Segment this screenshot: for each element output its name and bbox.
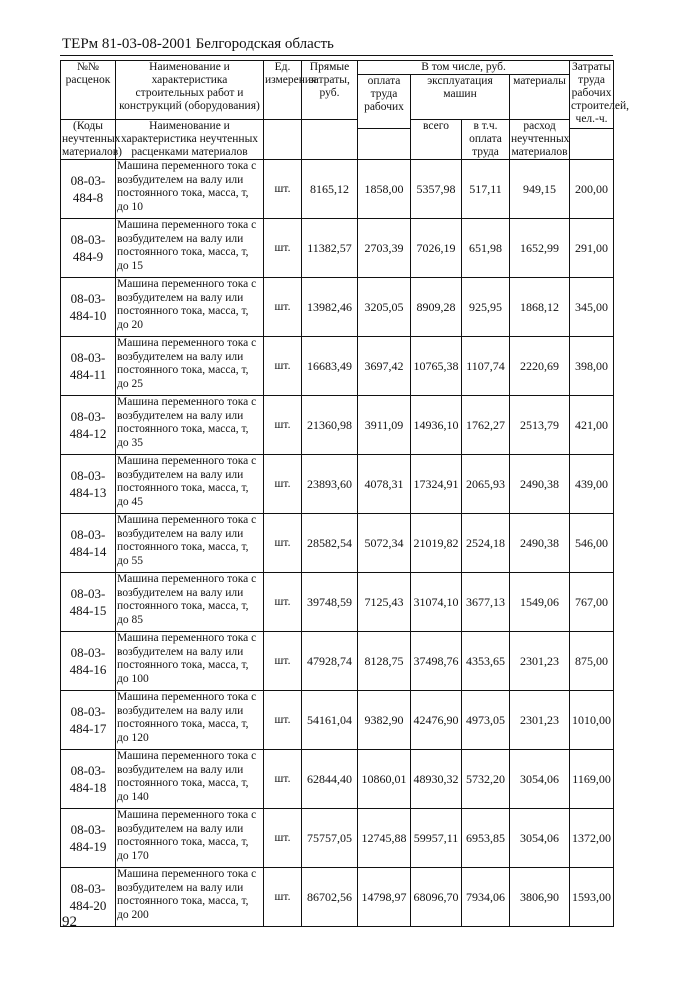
labor-hours-cell: 1593,00 — [570, 868, 614, 927]
rate-code-cell: 08-03-484-9 — [61, 219, 116, 278]
labor-hours-cell: 291,00 — [570, 219, 614, 278]
unit-cell: шт. — [264, 160, 302, 219]
work-name-cell: Машина переменного тока с возбудителем на валу или постоянного тока, масса, т, до 10 — [116, 160, 264, 219]
header-spacer — [570, 129, 614, 160]
wage-cost-cell: 2703,39 — [358, 219, 411, 278]
machine-wage-cell: 1762,27 — [462, 396, 510, 455]
rate-code-cell: 08-03-484-17 — [61, 691, 116, 750]
materials-cost-cell: 2220,69 — [510, 337, 570, 396]
machine-cost-total-cell: 68096,70 — [411, 868, 462, 927]
machine-wage-cell: 6953,85 — [462, 809, 510, 868]
work-name-cell: Машина переменного тока с возбудителем на валу или постоянного тока, масса, т, до 170 — [116, 809, 264, 868]
wage-cost-cell: 12745,88 — [358, 809, 411, 868]
unit-cell: шт. — [264, 337, 302, 396]
page-number: 92 — [62, 914, 77, 930]
unit-cell: шт. — [264, 573, 302, 632]
materials-cost-cell: 3054,06 — [510, 750, 570, 809]
work-name-cell: Машина переменного тока с возбудителем на валу или постоянного тока, масса, т, до 140 — [116, 750, 264, 809]
table-row — [61, 691, 614, 750]
materials-cost-cell: 2490,38 — [510, 514, 570, 573]
unit-cell: шт. — [264, 455, 302, 514]
wage-cost-cell: 3697,42 — [358, 337, 411, 396]
table-row — [61, 573, 614, 632]
machine-cost-total-cell: 17324,91 — [411, 455, 462, 514]
labor-hours-cell: 1372,00 — [570, 809, 614, 868]
materials-cost-cell: 2513,79 — [510, 396, 570, 455]
direct-cost-cell: 75757,05 — [302, 809, 358, 868]
work-name-cell: Машина переменного тока с возбудителем на валу или постоянного тока, масса, т, до 55 — [116, 514, 264, 573]
machine-wage-cell: 5732,20 — [462, 750, 510, 809]
labor-hours-cell: 546,00 — [570, 514, 614, 573]
machine-wage-cell: 3677,13 — [462, 573, 510, 632]
unit-cell: шт. — [264, 396, 302, 455]
machine-cost-total-cell: 10765,38 — [411, 337, 462, 396]
page-title: ТЕРм 81-03-08-2001 Белгородская область — [62, 36, 334, 52]
direct-cost-cell: 21360,98 — [302, 396, 358, 455]
labor-hours-cell: 345,00 — [570, 278, 614, 337]
wage-cost-cell: 5072,34 — [358, 514, 411, 573]
materials-cost-cell: 1868,12 — [510, 278, 570, 337]
header-unaccounted-materials: расход неучтенных материалов — [511, 120, 570, 158]
materials-cost-cell: 2301,23 — [510, 691, 570, 750]
machine-cost-total-cell: 8909,28 — [411, 278, 462, 337]
header-mach-total: всего — [411, 120, 462, 160]
machine-cost-total-cell: 31074,10 — [411, 573, 462, 632]
materials-cost-cell: 1549,06 — [510, 573, 570, 632]
header-machines: эксплуатация машин — [411, 75, 510, 120]
wage-cost-cell: 4078,31 — [358, 455, 411, 514]
work-name-cell: Машина переменного тока с возбудителем на валу или постоянного тока, масса, т, до 200 — [116, 868, 264, 927]
direct-cost-cell: 28582,54 — [302, 514, 358, 573]
rate-code-cell: 08-03-484-15 — [61, 573, 116, 632]
header-material-codes: (Коды неучтенных материалов) — [62, 120, 122, 158]
work-name-cell: Машина переменного тока с возбудителем на валу или постоянного тока, масса, т, до 85 — [116, 573, 264, 632]
direct-cost-cell: 54161,04 — [302, 691, 358, 750]
machine-wage-cell: 2524,18 — [462, 514, 510, 573]
table-row — [61, 868, 614, 927]
table-row — [61, 396, 614, 455]
wage-cost-cell: 10860,01 — [358, 750, 411, 809]
direct-cost-cell: 62844,40 — [302, 750, 358, 809]
table-row — [61, 809, 614, 868]
header-direct-cost: Прямые затраты, руб. — [302, 61, 358, 120]
machine-wage-cell: 2065,93 — [462, 455, 510, 514]
wage-cost-cell: 7125,43 — [358, 573, 411, 632]
header-material-names: Наименование и характеристика неучтенных расценками материалов — [116, 120, 264, 160]
header-name: Наименование и характеристика строительных работ и конструкций (оборудования) — [116, 61, 264, 120]
machine-cost-total-cell: 42476,90 — [411, 691, 462, 750]
direct-cost-cell: 86702,56 — [302, 868, 358, 927]
direct-cost-cell: 23893,60 — [302, 455, 358, 514]
labor-hours-cell: 200,00 — [570, 160, 614, 219]
machine-cost-total-cell: 7026,19 — [411, 219, 462, 278]
header-spacer — [358, 129, 411, 160]
labor-hours-cell: 767,00 — [570, 573, 614, 632]
header-wage: оплата труда рабочих — [358, 75, 411, 129]
labor-hours-cell: 1169,00 — [570, 750, 614, 809]
table-row — [61, 514, 614, 573]
machine-wage-cell: 517,11 — [462, 160, 510, 219]
wage-cost-cell: 1858,00 — [358, 160, 411, 219]
wage-cost-cell: 3205,05 — [358, 278, 411, 337]
direct-cost-cell: 16683,49 — [302, 337, 358, 396]
table-row — [61, 455, 614, 514]
machine-wage-cell: 4973,05 — [462, 691, 510, 750]
unit-cell: шт. — [264, 632, 302, 691]
direct-cost-cell: 8165,12 — [302, 160, 358, 219]
unit-cell: шт. — [264, 219, 302, 278]
materials-cost-cell: 3806,90 — [510, 868, 570, 927]
machine-wage-cell: 7934,06 — [462, 868, 510, 927]
machine-cost-total-cell: 48930,32 — [411, 750, 462, 809]
table-row — [61, 160, 614, 219]
header-materials: материалы — [510, 75, 570, 120]
rate-code-cell: 08-03-484-13 — [61, 455, 116, 514]
labor-hours-cell: 421,00 — [570, 396, 614, 455]
wage-cost-cell: 14798,97 — [358, 868, 411, 927]
direct-cost-cell: 11382,57 — [302, 219, 358, 278]
wage-cost-cell: 3911,09 — [358, 396, 411, 455]
machine-cost-total-cell: 5357,98 — [411, 160, 462, 219]
machine-cost-total-cell: 37498,76 — [411, 632, 462, 691]
table-row — [61, 278, 614, 337]
materials-cost-cell: 3054,06 — [510, 809, 570, 868]
table-row — [61, 337, 614, 396]
machine-cost-total-cell: 21019,82 — [411, 514, 462, 573]
materials-cost-cell: 949,15 — [510, 160, 570, 219]
rate-code-cell: 08-03-484-20 — [61, 868, 116, 927]
work-name-cell: Машина переменного тока с возбудителем на валу или постоянного тока, масса, т, до 100 — [116, 632, 264, 691]
header-unit: Ед. измерения — [264, 61, 302, 120]
header-labor: Затраты труда рабочих строителей, чел.-ч. — [570, 61, 614, 129]
rate-code-cell: 08-03-484-19 — [61, 809, 116, 868]
rates-table — [60, 60, 629, 927]
materials-cost-cell: 2490,38 — [510, 455, 570, 514]
work-name-cell: Машина переменного тока с возбудителем на валу или постоянного тока, масса, т, до 35 — [116, 396, 264, 455]
wage-cost-cell: 8128,75 — [358, 632, 411, 691]
machine-wage-cell: 1107,74 — [462, 337, 510, 396]
table-header — [61, 61, 629, 160]
title-rule — [60, 55, 613, 56]
table-row — [61, 219, 614, 278]
direct-cost-cell: 13982,46 — [302, 278, 358, 337]
work-name-cell: Машина переменного тока с возбудителем на валу или постоянного тока, масса, т, до 20 — [116, 278, 264, 337]
table-row — [61, 632, 614, 691]
wage-cost-cell: 9382,90 — [358, 691, 411, 750]
table-body — [61, 160, 614, 927]
labor-hours-cell: 875,00 — [570, 632, 614, 691]
work-name-cell: Машина переменного тока с возбудителем на валу или постоянного тока, масса, т, до 45 — [116, 455, 264, 514]
unit-cell: шт. — [264, 868, 302, 927]
direct-cost-cell: 39748,59 — [302, 573, 358, 632]
header-including: В том числе, руб. — [358, 61, 570, 75]
unit-cell: шт. — [264, 691, 302, 750]
rate-code-cell: 08-03-484-16 — [61, 632, 116, 691]
table-row — [61, 750, 614, 809]
work-name-cell: Машина переменного тока с возбудителем на валу или постоянного тока, масса, т, до 120 — [116, 691, 264, 750]
unit-cell: шт. — [264, 750, 302, 809]
machine-wage-cell: 925,95 — [462, 278, 510, 337]
labor-hours-cell: 398,00 — [570, 337, 614, 396]
work-name-cell: Машина переменного тока с возбудителем на валу или постоянного тока, масса, т, до 15 — [116, 219, 264, 278]
rate-code-cell: 08-03-484-14 — [61, 514, 116, 573]
work-name-cell: Машина переменного тока с возбудителем на валу или постоянного тока, масса, т, до 25 — [116, 337, 264, 396]
rate-code-cell: 08-03-484-8 — [61, 160, 116, 219]
unit-cell: шт. — [264, 514, 302, 573]
labor-hours-cell: 439,00 — [570, 455, 614, 514]
materials-cost-cell: 1652,99 — [510, 219, 570, 278]
materials-cost-cell: 2301,23 — [510, 632, 570, 691]
machine-wage-cell: 651,98 — [462, 219, 510, 278]
rate-code-cell: 08-03-484-10 — [61, 278, 116, 337]
rate-code-cell: 08-03-484-18 — [61, 750, 116, 809]
header-unit-empty — [264, 120, 302, 160]
unit-cell: шт. — [264, 278, 302, 337]
header-code: №№ расценок — [61, 61, 116, 120]
labor-hours-cell: 1010,00 — [570, 691, 614, 750]
machine-cost-total-cell: 14936,10 — [411, 396, 462, 455]
header-mach-wage: в т.ч. оплата труда — [462, 120, 510, 160]
unit-cell: шт. — [264, 809, 302, 868]
rate-code-cell: 08-03-484-12 — [61, 396, 116, 455]
rate-code-cell: 08-03-484-11 — [61, 337, 116, 396]
machine-wage-cell: 4353,65 — [462, 632, 510, 691]
header-direct-empty — [302, 120, 358, 160]
direct-cost-cell: 47928,74 — [302, 632, 358, 691]
machine-cost-total-cell: 59957,11 — [411, 809, 462, 868]
